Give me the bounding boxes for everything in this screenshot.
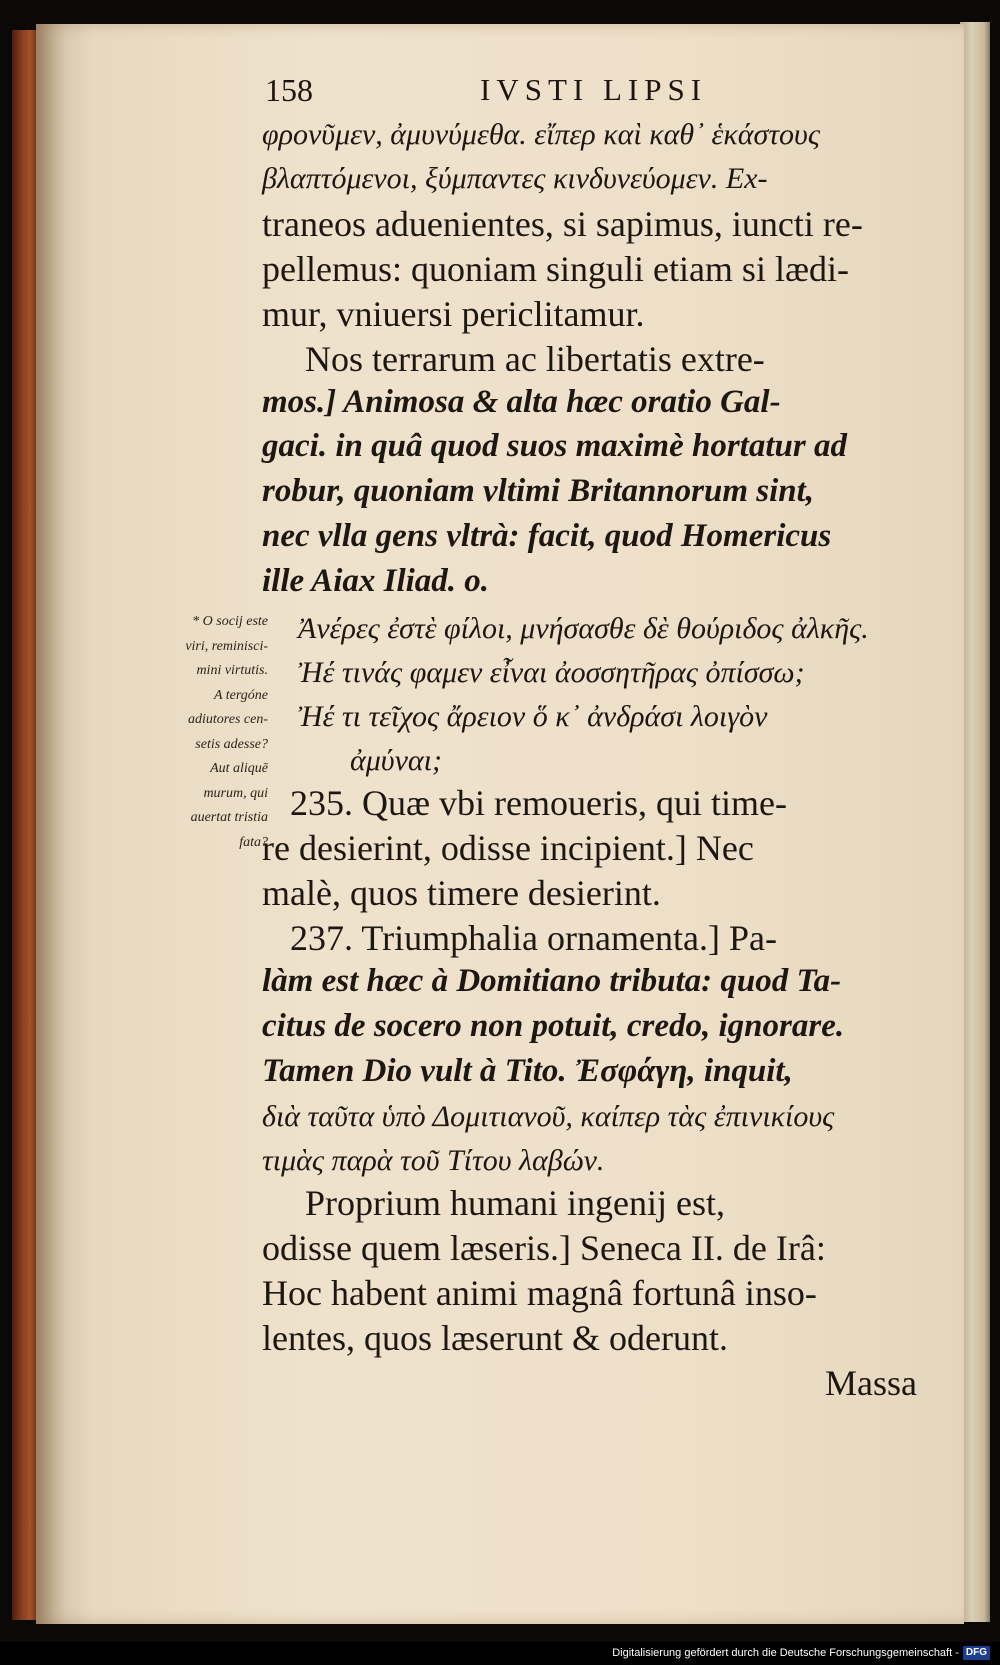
text-line-22: Tamen Dio vult à Tito. Ἐσφάγη, inquit, <box>262 1053 793 1089</box>
margin-note: * O socij este viri, reminisci- mini virtutis. A tergóne adiutores cen- setis adesse? Aut aliquē murum, qui auertat tristia fata? <box>185 614 268 850</box>
text-line-10: nec vlla gens vltrà: facit, quod Homericus <box>262 518 832 554</box>
greek-verse-1: Ἀνέρες ἐστὲ φίλοι, μνήσασθε δὲ θούριδος ἀλκῆς. <box>298 612 869 645</box>
catchword: Massa <box>825 1363 917 1403</box>
page-gutter-shadow <box>36 24 66 1624</box>
text-line-27: Hoc habent animi magnâ fortunâ inso- <box>262 1273 817 1313</box>
text-line-7: mos.] Animosa & alta hæc oratio Gal- <box>262 384 781 420</box>
text-line-2: βλαπτόμενοι, ξύμπαντες κινδυνεύομεν. Ex- <box>262 162 768 195</box>
text-line-9: robur, quoniam vltimi Britannorum sint, <box>262 473 815 509</box>
text-line-4: pellemus: quoniam singuli etiam si lædi- <box>262 249 849 289</box>
text-line-6: Nos terrarum ac libertatis extre- <box>305 339 765 379</box>
text-line-8: gaci. in quâ quod suos maximè hortatur ad <box>262 428 847 464</box>
footer-edge <box>990 1642 1000 1665</box>
greek-verse-2: Ἠέ τινάς φαμεν εἶναι ἀοσσητῆρας ὀπίσσω; <box>298 656 805 689</box>
running-head: IVSTI LIPSI <box>480 72 708 107</box>
text-line-20: làm est hæc à Domitiano tributa: quod Ta- <box>262 963 842 999</box>
greek-verse-3: Ἠέ τι τεῖχος ἄρειον ὅ κ᾽ ἀνδράσι λοιγὸν <box>298 700 768 733</box>
text-line-24: τιμὰς παρὰ τοῦ Τίτου λαβών. <box>262 1144 605 1177</box>
book-cover-edge-left <box>12 30 38 1620</box>
text-line-1: φρονῦμεν, ἀμυνύμεθα. εἴπερ καὶ καθ᾽ ἑκάστους <box>262 118 821 151</box>
text-line-28: lentes, quos læserunt & oderunt. <box>262 1318 728 1358</box>
text-line-26: odisse quem læseris.] Seneca II. de Irâ: <box>262 1228 826 1268</box>
book-cover-edge-right <box>960 22 990 1622</box>
text-line-5: mur, vniuersi periclitamur. <box>262 294 645 334</box>
text-line-23: διὰ ταῦτα ὑπὸ Δομιτιανοῦ, καίπερ τὰς ἐπινικίους <box>262 1100 835 1133</box>
text-line-18: malè, quos timere desierint. <box>262 873 661 913</box>
footer-text: Digitalisierung gefördert durch die Deutsche Forschungsgemeinschaft - <box>612 1647 959 1659</box>
text-line-21: citus de socero non potuit, credo, ignorare. <box>262 1008 845 1044</box>
page-number: 158 <box>265 72 313 108</box>
greek-verse-4: ἀμύναι; <box>350 744 442 777</box>
text-line-19: 237. Triumphalia ornamenta.] Pa- <box>290 918 777 958</box>
text-line-17: re desierint, odisse incipient.] Nec <box>262 828 754 868</box>
footer-bar <box>0 1642 990 1665</box>
text-line-25: Proprium humani ingenij est, <box>305 1183 725 1223</box>
dfg-logo: DFG <box>963 1646 990 1660</box>
text-line-11: ille Aiax Iliad. o. <box>262 563 490 599</box>
text-line-16: 235. Quæ vbi remoueris, qui time- <box>290 783 787 823</box>
text-line-3: traneos aduenientes, si sapimus, iuncti re- <box>262 204 863 244</box>
